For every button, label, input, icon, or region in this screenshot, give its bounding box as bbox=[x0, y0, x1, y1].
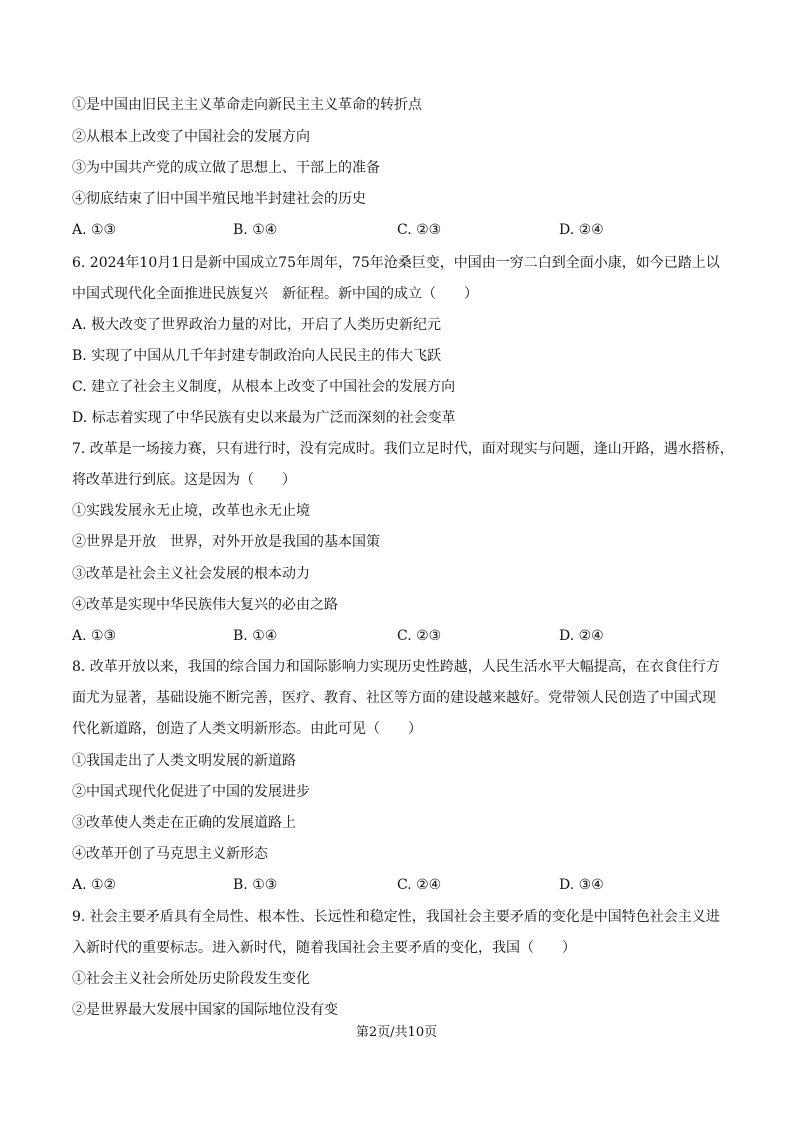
q5-options bbox=[72, 221, 732, 239]
q7-statement-1: ①实践发展永无止境，改革也永无止境 bbox=[72, 503, 310, 519]
q7-option-d: D. ②④ bbox=[559, 628, 604, 644]
q9-statement-2: ②是世界最大发展中国家的国际地位没有变 bbox=[72, 1002, 338, 1018]
q5-option-d: D. ②④ bbox=[559, 222, 604, 238]
q7-options bbox=[72, 627, 732, 645]
q9-stem-line-1: 9. 社会主要矛盾具有全局性、根本性、长远性和稳定性，我国社会主要矛盾的变化是中国特色社会主义进 bbox=[72, 909, 720, 925]
q6-stem-line-2: 中国式现代化全面推进民族复兴 新征程。新中国的成立（ ） bbox=[72, 286, 478, 302]
q7-stem-line-2: 将改革进行到底。这是因为（ ） bbox=[72, 472, 296, 488]
q5-statement-3: ③为中国共产党的成立做了思想上、干部上的准备 bbox=[72, 160, 380, 176]
q8-option-a: A. ①② bbox=[72, 877, 117, 893]
q7-statement-2: ②世界是开放 世界，对外开放是我国的基本国策 bbox=[72, 534, 380, 550]
q8-option-c: C. ②④ bbox=[397, 877, 442, 893]
q7-statement-3: ③改革是社会主义社会发展的根本动力 bbox=[72, 566, 310, 582]
q8-statement-2: ②中国式现代化促进了中国的发展进步 bbox=[72, 784, 310, 800]
q9-stem-line-2: 入新时代的重要标志。进入新时代，随着我国社会主要矛盾的变化，我国（ ） bbox=[72, 940, 576, 956]
q8-option-b: B. ①③ bbox=[233, 877, 278, 893]
q5-statement-1: ①是中国由旧民主主义革命走向新民主主义革命的转折点 bbox=[72, 97, 422, 113]
q8-statement-4: ④改革开创了马克思主义新形态 bbox=[72, 846, 268, 862]
q6-option-a: A. 极大改变了世界政治力量的对比，开启了人类历史新纪元 bbox=[72, 317, 442, 333]
q5-option-c: C. ②③ bbox=[397, 222, 442, 238]
q7-statement-4: ④改革是实现中华民族伟大复兴的必由之路 bbox=[72, 597, 338, 613]
q6-option-c: C. 建立了社会主义制度，从根本上改变了中国社会的发展方向 bbox=[72, 379, 456, 395]
page-number-footer: 第2页/共10页 bbox=[355, 1025, 438, 1040]
q8-stem-line-3: 代化新道路，创造了人类文明新形态。由此可见（ ） bbox=[72, 721, 422, 737]
q8-statement-3: ③改革使人类走在正确的发展道路上 bbox=[72, 815, 296, 831]
q8-stem-line-2: 面尤为显著，基础设施不断完善，医疗、教育、社区等方面的建设越来越好。党带领人民创造了中国式现 bbox=[72, 690, 716, 706]
q6-stem-line-1: 6. 2024年10月1日是新中国成立75年周年，75年沧桑巨变，中国由一穷二白到全面小康，如今已踏上以 bbox=[72, 255, 720, 271]
q7-option-c: C. ②③ bbox=[397, 628, 442, 644]
q8-stem-line-1: 8. 改革开放以来，我国的综合国力和国际影响力实现历史性跨越，人民生活水平大幅提高，在衣食住行方 bbox=[72, 659, 720, 675]
q7-stem-line-1: 7. 改革是一场接力赛，只有进行时，没有完成时。我们立足时代，面对现实与问题，逢山开路，遇水搭桥， bbox=[72, 441, 734, 457]
q9-statement-1: ①社会主义社会所处历史阶段发生变化 bbox=[72, 971, 310, 987]
q5-option-b: B. ①④ bbox=[233, 222, 278, 238]
q6-option-b: B. 实现了中国从几千年封建专制政治向人民民主的伟大飞跃 bbox=[72, 348, 442, 364]
q8-statement-1: ①我国走出了人类文明发展的新道路 bbox=[72, 753, 296, 769]
q7-option-b: B. ①④ bbox=[233, 628, 278, 644]
q5-option-a: A. ①③ bbox=[72, 222, 117, 238]
q6-option-d: D. 标志着实现了中华民族有史以来最为广泛而深刻的社会变革 bbox=[72, 410, 456, 426]
q8-options bbox=[72, 876, 732, 894]
q7-option-a: A. ①③ bbox=[72, 628, 117, 644]
q5-statement-4: ④彻底结束了旧中国半殖民地半封建社会的历史 bbox=[72, 191, 366, 207]
q8-option-d: D. ③④ bbox=[559, 877, 604, 893]
q5-statement-2: ②从根本上改变了中国社会的发展方向 bbox=[72, 129, 310, 145]
